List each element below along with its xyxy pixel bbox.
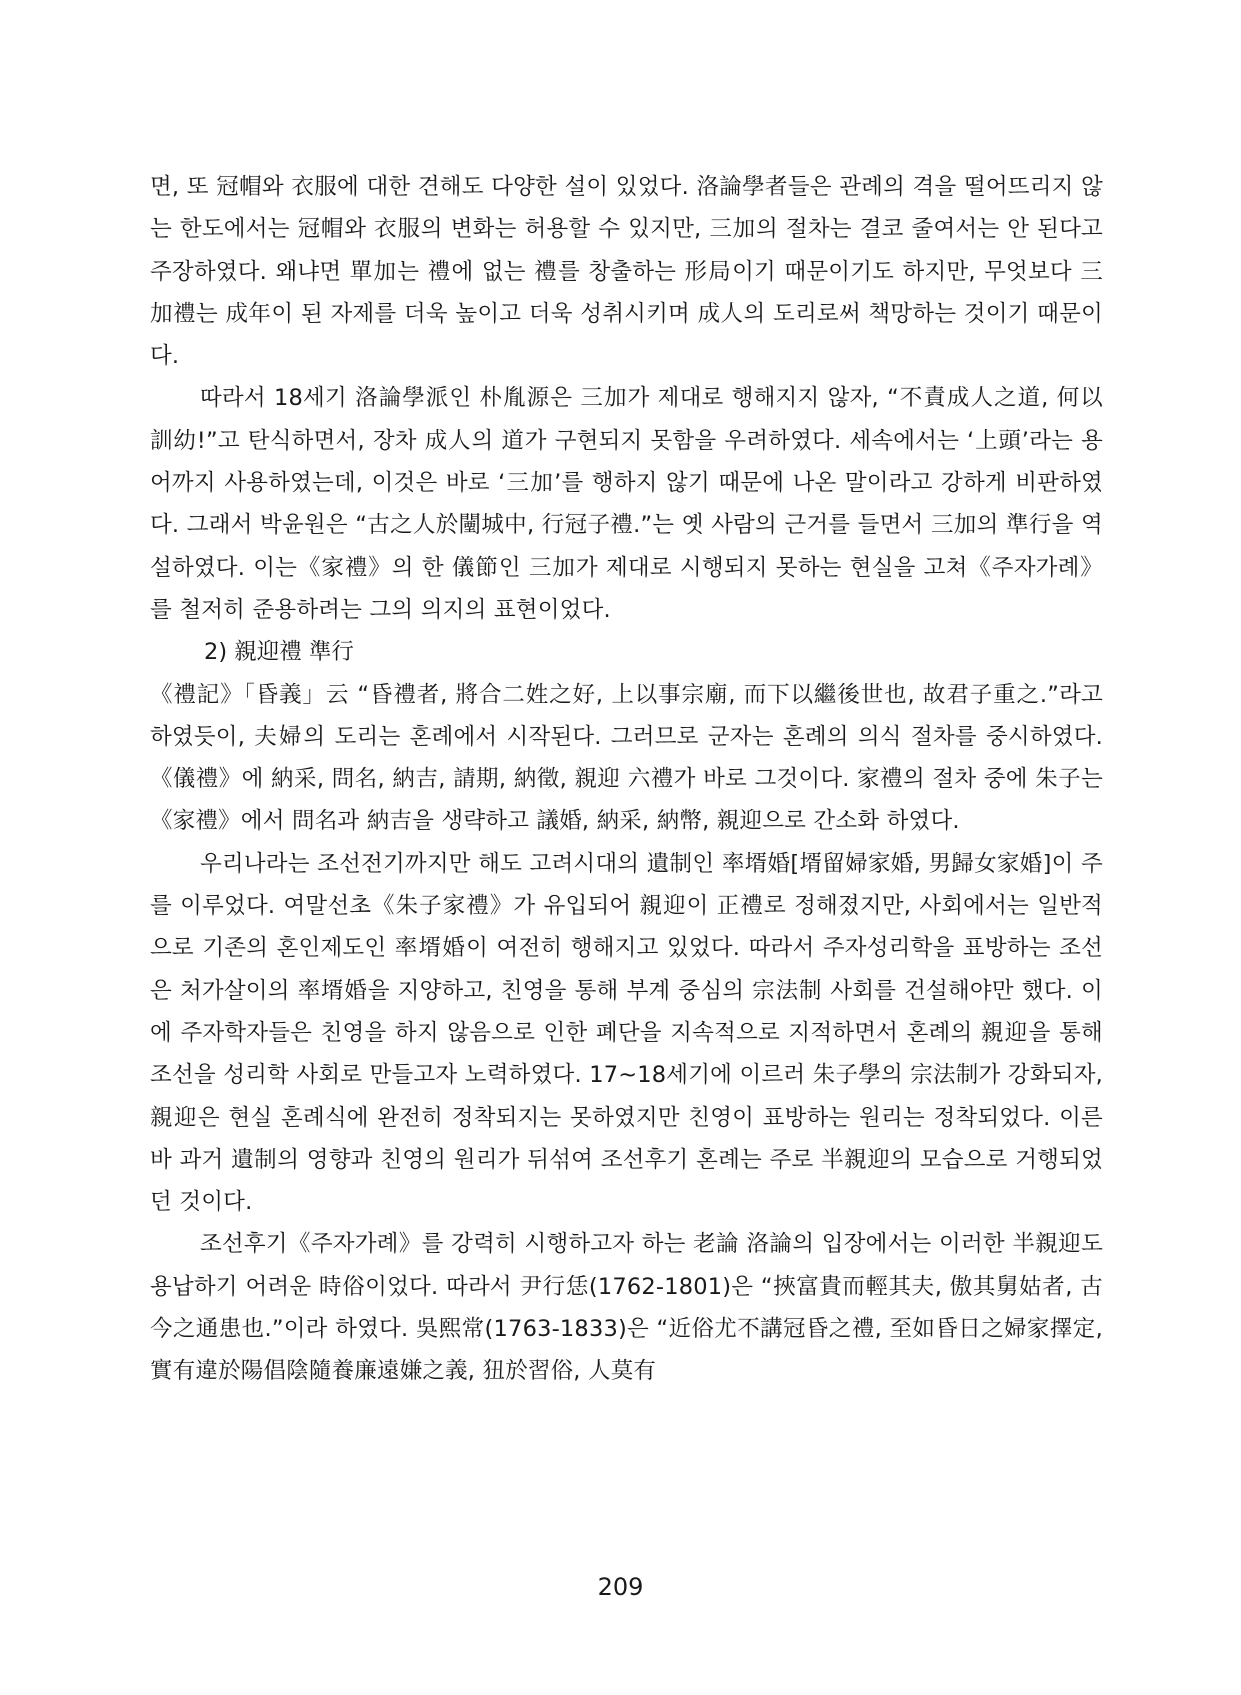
page-number: 209 — [597, 1573, 644, 1601]
paragraph-3: 《禮記》「昏義」云 “昏禮者, 將合二姓之好, 上以事宗廟, 而下以繼後世也, 故君子重之.”라고 하였듯이, 夫婦의 도리는 혼례에서 시작된다. 그러므로 군자는 혼례의 의식 절차를 중시하였다.《儀禮》에 納采, 問名, 納吉, 請期, 納徵, 親迎 六禮가 바로 그것이다. 家禮의 절차 중에 朱子는《家禮》에서 問名과 納吉을 생략하고 議婚, 納采, 納幣, 親迎으로 간소화 하였다. — [150, 681, 1103, 835]
paragraph-5: 조선후기《주자가례》를 강력히 시행하고자 하는 老論 洛論의 입장에서는 이러한 半親迎도 용납하기 어려운 時俗이었다. 따라서 尹行恁(1762-1801)은 “挾富貴而輕其夫, 傲其舅姑者, 古今之通患也.”이라 하였다. 吳熙常(1763-1833)은 “近俗尤不講冠昏之禮, 至如昏日之婦家擇定, 實有違於陽倡陰隨養廉遠嫌之義, 狃於習俗, 人莫有 — [150, 1231, 1103, 1385]
paragraph-4: 우리나라는 조선전기까지만 해도 고려시대의 遺制인 率壻婚[壻留婦家婚, 男歸女家婚]이 주를 이루었다. 여말선초《朱子家禮》가 유입되어 親迎이 正禮로 정해졌지만, 사회에서는 일반적으로 기존의 혼인제도인 率壻婚이 여전히 행해지고 있었다. 따라서 주자성리학을 표방하는 조선은 처가살이의 率壻婚을 지양하고, 친영을 통해 부계 중심의 宗法制 사회를 건설해야만 했다. 이에 주자학자들은 친영을 하지 않음으로 인한 폐단을 지속적으로 지적하면서 혼례의 親迎을 통해 조선을 성리학 사회로 만들고자 노력하였다. 17~18세기에 이르러 朱子學의 宗法制가 강화되자, 親迎은 현실 혼례식에 완전히 정착되지는 못하였지만 친영이 표방하는 원리는 정착되었다. 이른바 과거 遺制의 영향과 친영의 원리가 뒤섞여 조선후기 혼례는 주로 半親迎의 모습으로 거행되었던 것이다. — [150, 850, 1103, 1216]
paragraph-1: 면, 또 冠帽와 衣服에 대한 견해도 다양한 설이 있었다. 洛論學者들은 관례의 격을 떨어뜨리지 않는 한도에서는 冠帽와 衣服의 변화는 허용할 수 있지만, 三加의 절차는 결코 줄여서는 안 된다고 주장하였다. 왜냐면 單加는 禮에 없는 禮를 창출하는 形局이기 때문이기도 하지만, 무엇보다 三加禮는 成年이 된 자제를 더욱 높이고 더욱 성취시키며 成人의 도리로써 책망하는 것이기 때문이다. — [150, 174, 1103, 370]
section-heading: 2) 親迎禮 準行 — [204, 639, 354, 666]
paragraph-2: 따라서 18세기 洛論學派인 朴胤源은 三加가 제대로 행해지지 않자, “不責成人之道, 何以訓幼!”고 탄식하면서, 장차 成人의 道가 구현되지 못함을 우려하였다. 세속에서는 ‘上頭’라는 용어까지 사용하였는데, 이것은 바로 ‘三加’를 행하지 않기 때문에 나온 말이라고 강하게 비판하였다. 그래서 박윤원은 “古之人於闉城中, 行冠子禮.”는 옛 사람의 근거를 들면서 三加의 準行을 역설하였다. 이는《家禮》의 한 儀節인 三加가 제대로 시행되지 못하는 현실을 고쳐《주자가례》를 철저히 준용하려는 그의 의지의 표현이었다. — [150, 385, 1103, 623]
document-body — [150, 166, 1103, 1393]
